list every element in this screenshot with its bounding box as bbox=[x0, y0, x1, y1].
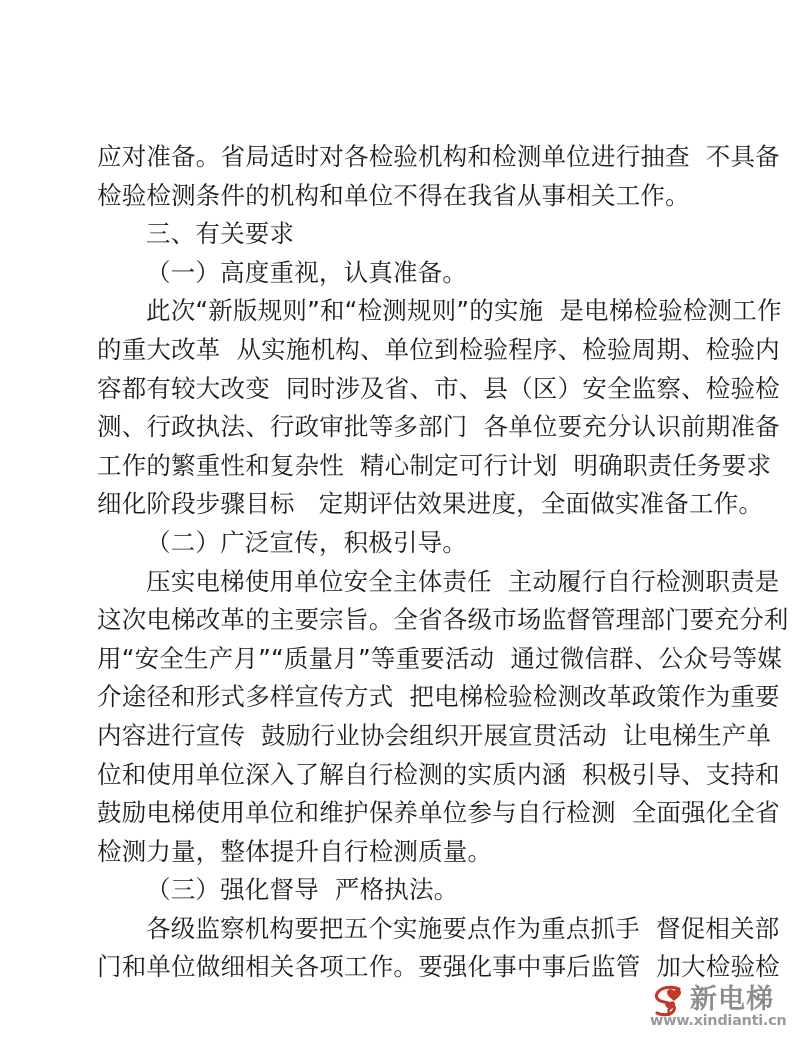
text-line: 检测力量，整体提升自行检测质量。 bbox=[97, 836, 493, 866]
text-line: 鼓励电梯使用单位和维护保养单位参与自行检测 全面强化全省 bbox=[97, 798, 780, 828]
watermark-url-text: www.xindianti.cn bbox=[650, 1013, 787, 1029]
text-line: 测、行政执法、行政审批等多部门 各单位要充分认识前期准备 bbox=[97, 412, 780, 442]
subsection-heading: （三）强化督导 严格执法。 bbox=[146, 875, 459, 905]
text-line: 内容进行宣传 鼓励行业协会组织开展宣贯活动 让电梯生产单 bbox=[97, 720, 772, 750]
text-line: 的重大改革 从实施机构、单位到检验程序、检验周期、检验内 bbox=[97, 334, 780, 364]
watermark-brand-text: 新电梯 bbox=[690, 984, 774, 1015]
text-line: 此次“新版规则”和“检测规则”的实施 是电梯检验检测工作 bbox=[146, 296, 782, 326]
text-line: 这次电梯改革的主要宗旨。全省各级市场监督管理部门要充分利 bbox=[97, 605, 789, 635]
text-line: 用“安全生产月”“质量月”等重要活动 通过微信群、公众号等媒 bbox=[97, 643, 783, 673]
text-line: 工作的繁重性和复杂性 精心制定可行计划 明确职责任务要求 bbox=[97, 450, 772, 480]
section-heading: 三、有关要求 bbox=[146, 219, 295, 249]
subsection-heading: （二）广泛宣传，积极引导。 bbox=[146, 527, 468, 557]
text-line: 位和使用单位深入了解自行检测的实质内涵 积极引导、支持和 bbox=[97, 759, 780, 789]
text-line: 检验检测条件的机构和单位不得在我省从事相关工作。 bbox=[97, 180, 690, 210]
text-line: 介途径和形式多样宣传方式 把电梯检验检测改革政策作为重要 bbox=[97, 682, 780, 712]
text-line: 应对准备。省局适时对各检验机构和检测单位进行抽查 不具备 bbox=[97, 142, 780, 171]
subsection-heading: （一）高度重视，认真准备。 bbox=[146, 257, 468, 287]
text-line: 容都有较大改变 同时涉及省、市、县（区）安全监察、检验检 bbox=[97, 373, 780, 403]
text-line: 门和单位做细相关各项工作。要强化事中事后监管 加大检验检 bbox=[97, 952, 780, 982]
text-line: 各级监察机构要把五个实施要点作为重点抓手 督促相关部 bbox=[146, 913, 780, 943]
document-text-body bbox=[97, 138, 789, 987]
text-line: 压实电梯使用单位安全主体责任 主动履行自行检测职责是 bbox=[146, 566, 780, 596]
text-line: 细化阶段步骤目标 定期评估效果进度，全面做实准备工作。 bbox=[97, 489, 764, 519]
